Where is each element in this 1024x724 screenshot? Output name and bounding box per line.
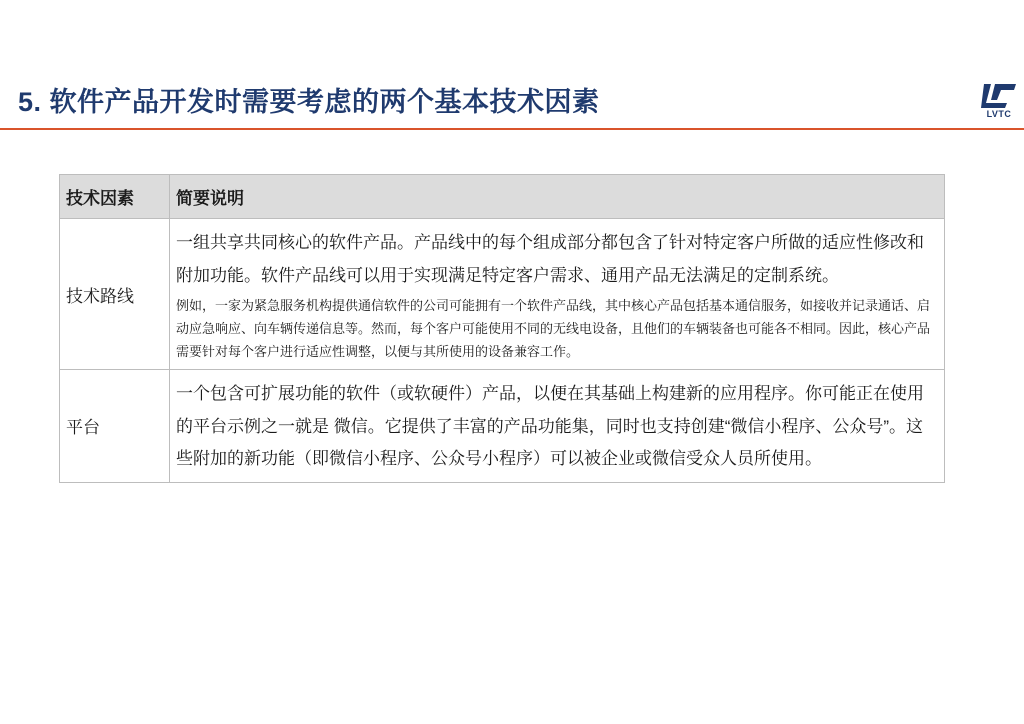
factor-name: 技术路线 xyxy=(60,219,170,370)
factor-description: 一个包含可扩展功能的软件（或软硬件）产品，以便在其基础上构建新的应用程序。你可能正在使用的平台示例之一就是 微信。它提供了丰富的产品功能集，同时也支持创建“微信小程序、公众号”。这些附加的新功能（即微信小程序、公众号小程序）可以被企业或微信受众人员所使用。 xyxy=(176,384,924,468)
factor-example: 例如，一家为紧急服务机构提供通信软件的公司可能拥有一个软件产品线，其中核心产品包括基本通信服务，如接收并记录通话、启动应急响应、向车辆传递信息等。然而，每个客户可能使用不同的无线电设备，且他们的车辆装备也可能各不相同。因此，核心产品需要针对每个客户进行适应性调整，以便与其所使用的设备兼容工作。 xyxy=(176,298,931,359)
header-description: 简要说明 xyxy=(170,175,945,219)
page-title: 5. 软件产品开发时需要考虑的两个基本技术因素 xyxy=(18,87,600,117)
factor-description-cell xyxy=(170,219,945,370)
factors-table xyxy=(59,174,945,483)
factor-name: 平台 xyxy=(60,370,170,483)
lvtc-logo xyxy=(978,82,1020,122)
factor-description: 一组共享共同核心的软件产品。产品线中的每个组成部分都包含了针对特定客户所做的适应性修改和附加功能。软件产品线可以用于实现满足特定客户需求、通用产品无法满足的定制系统。 xyxy=(176,233,924,285)
header-factor: 技术因素 xyxy=(60,175,170,219)
table-row xyxy=(60,370,945,483)
table-header-row xyxy=(60,175,945,219)
factor-description-cell xyxy=(170,370,945,483)
table-row xyxy=(60,219,945,370)
lvtc-logo-icon xyxy=(981,82,1017,108)
title-divider xyxy=(0,128,1024,130)
logo-text: LVTC xyxy=(986,109,1012,119)
